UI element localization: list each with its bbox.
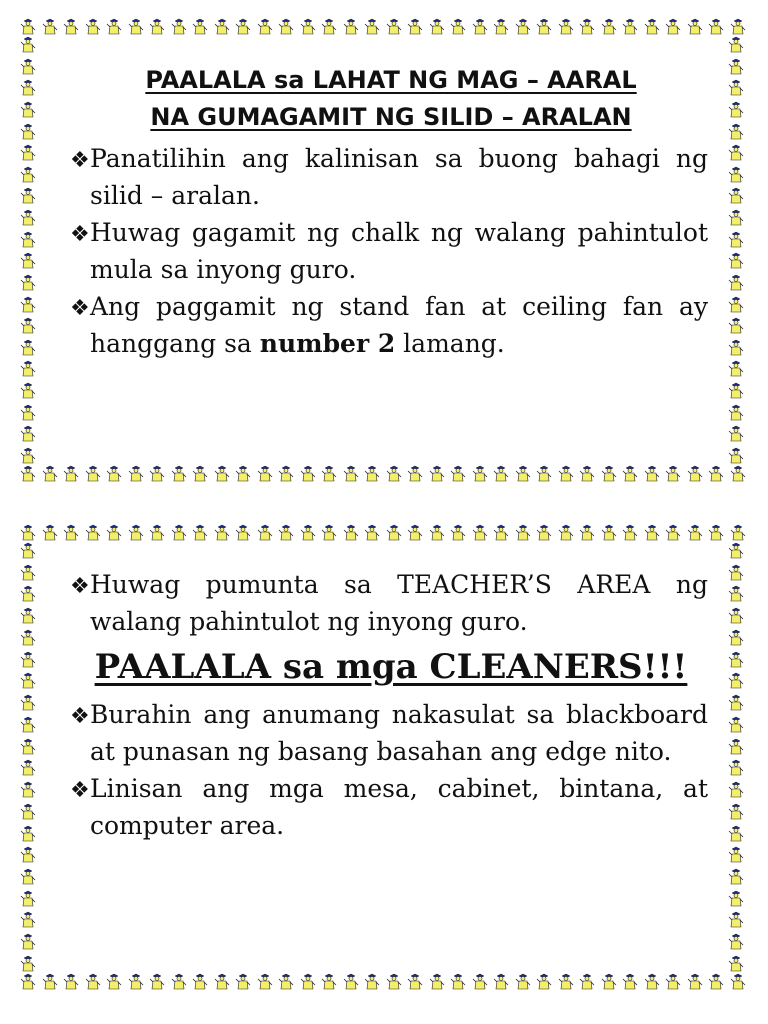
- graduate-figure-icon: [20, 781, 36, 799]
- graduate-figure-icon: [63, 973, 79, 991]
- notice-bottom-rule-list: [70, 566, 708, 640]
- rule-item: [70, 566, 708, 640]
- graduate-figure-icon: [429, 465, 445, 483]
- graduate-figure-icon: [728, 382, 744, 400]
- decorative-border-bottom: [20, 973, 746, 991]
- graduate-figure-icon: [20, 79, 36, 97]
- rule-item: [70, 770, 708, 844]
- cleaners-rule-list: [70, 696, 708, 844]
- graduate-figure-icon: [450, 973, 466, 991]
- graduate-figure-icon: [343, 973, 359, 991]
- notice-top-title-line1: PAALALA sa LAHAT NG MAG – AARAL: [145, 66, 637, 94]
- graduate-figure-icon: [20, 465, 36, 483]
- graduate-figure-icon: [257, 973, 273, 991]
- graduate-figure-icon: [708, 18, 724, 36]
- graduate-figure-icon: [235, 465, 251, 483]
- graduate-figure-icon: [728, 360, 744, 378]
- graduate-figure-icon: [728, 58, 744, 76]
- cleaners-title: PAALALA sa mga CLEANERS!!!: [94, 647, 688, 687]
- graduate-figure-icon: [728, 629, 744, 647]
- graduate-figure-icon: [20, 231, 36, 249]
- graduate-figure-icon: [20, 890, 36, 908]
- graduate-figure-icon: [708, 524, 724, 542]
- graduate-figure-icon: [728, 825, 744, 843]
- graduate-figure-icon: [386, 973, 402, 991]
- graduate-figure-icon: [20, 187, 36, 205]
- diamond-bullet-icon: ❖: [70, 148, 90, 173]
- graduate-figure-icon: [20, 404, 36, 422]
- graduate-figure-icon: [493, 973, 509, 991]
- graduate-figure-icon: [728, 166, 744, 184]
- graduate-figure-icon: [20, 317, 36, 335]
- graduate-figure-icon: [192, 465, 208, 483]
- notice-top-title: [74, 62, 708, 136]
- graduate-figure-icon: [20, 911, 36, 929]
- decorative-border-left: [20, 36, 38, 465]
- graduate-figure-icon: [665, 465, 681, 483]
- graduate-figure-icon: [407, 465, 423, 483]
- graduate-figure-icon: [20, 252, 36, 270]
- graduate-figure-icon: [728, 564, 744, 582]
- decorative-border-right: [728, 542, 746, 973]
- rule-text-emphasis: number 2: [259, 329, 396, 358]
- graduate-figure-icon: [20, 585, 36, 603]
- graduate-figure-icon: [622, 973, 638, 991]
- graduate-figure-icon: [728, 781, 744, 799]
- rule-text: Linisan ang mga mesa, cabinet, bintana, at computer area.: [90, 774, 708, 840]
- graduate-figure-icon: [386, 465, 402, 483]
- rule-text-after: lamang.: [395, 329, 505, 358]
- graduate-figure-icon: [728, 868, 744, 886]
- graduate-figure-icon: [407, 973, 423, 991]
- graduate-figure-icon: [687, 973, 703, 991]
- graduate-figure-icon: [579, 973, 595, 991]
- graduate-figure-icon: [20, 101, 36, 119]
- graduate-figure-icon: [20, 672, 36, 690]
- graduate-figure-icon: [579, 465, 595, 483]
- graduate-figure-icon: [601, 465, 617, 483]
- rule-item: [70, 696, 708, 770]
- decorative-border-left: [20, 542, 38, 973]
- graduate-figure-icon: [536, 973, 552, 991]
- graduate-figure-icon: [192, 973, 208, 991]
- graduate-figure-icon: [20, 933, 36, 951]
- graduate-figure-icon: [429, 973, 445, 991]
- graduate-figure-icon: [730, 18, 746, 36]
- graduate-figure-icon: [728, 296, 744, 314]
- graduate-figure-icon: [601, 973, 617, 991]
- graduate-figure-icon: [20, 542, 36, 560]
- rule-item: [70, 140, 708, 214]
- graduate-figure-icon: [558, 465, 574, 483]
- graduate-figure-icon: [214, 465, 230, 483]
- graduate-figure-icon: [728, 890, 744, 908]
- graduate-figure-icon: [20, 166, 36, 184]
- graduate-figure-icon: [106, 465, 122, 483]
- graduate-figure-icon: [171, 465, 187, 483]
- graduate-figure-icon: [728, 123, 744, 141]
- decorative-border-right: [728, 36, 746, 465]
- graduate-figure-icon: [128, 973, 144, 991]
- graduate-figure-icon: [63, 465, 79, 483]
- graduate-figure-icon: [728, 101, 744, 119]
- graduate-figure-icon: [728, 672, 744, 690]
- graduate-figure-icon: [728, 585, 744, 603]
- graduate-figure-icon: [730, 524, 746, 542]
- graduate-figure-icon: [515, 465, 531, 483]
- graduate-figure-icon: [728, 694, 744, 712]
- graduate-figure-icon: [728, 542, 744, 560]
- graduate-figure-icon: [20, 447, 36, 465]
- graduate-figure-icon: [493, 465, 509, 483]
- graduate-figure-icon: [728, 231, 744, 249]
- diamond-bullet-icon: ❖: [70, 296, 90, 321]
- decorative-border-bottom: [20, 465, 746, 483]
- graduate-figure-icon: [687, 465, 703, 483]
- graduate-figure-icon: [20, 973, 36, 991]
- graduate-figure-icon: [278, 973, 294, 991]
- graduate-figure-icon: [149, 973, 165, 991]
- diamond-bullet-icon: ❖: [70, 704, 90, 729]
- graduate-figure-icon: [708, 465, 724, 483]
- rule-text: Panatilihin ang kalinisan sa buong bahagi ng silid – aralan.: [90, 144, 708, 210]
- rule-text-before: Ang paggamit ng stand fan at ceiling fan ay hanggang sa: [90, 292, 708, 358]
- graduate-figure-icon: [321, 973, 337, 991]
- graduate-figure-icon: [665, 973, 681, 991]
- graduate-figure-icon: [728, 425, 744, 443]
- graduate-figure-icon: [20, 360, 36, 378]
- graduate-figure-icon: [728, 933, 744, 951]
- graduate-figure-icon: [644, 973, 660, 991]
- graduate-figure-icon: [728, 274, 744, 292]
- graduate-figure-icon: [644, 465, 660, 483]
- graduate-figure-icon: [364, 465, 380, 483]
- graduate-figure-icon: [300, 465, 316, 483]
- graduate-figure-icon: [20, 274, 36, 292]
- graduate-figure-icon: [622, 465, 638, 483]
- graduate-figure-icon: [300, 973, 316, 991]
- graduate-figure-icon: [730, 973, 746, 991]
- graduate-figure-icon: [728, 187, 744, 205]
- graduate-figure-icon: [728, 317, 744, 335]
- graduate-figure-icon: [20, 868, 36, 886]
- graduate-figure-icon: [728, 404, 744, 422]
- graduate-figure-icon: [536, 465, 552, 483]
- graduate-figure-icon: [20, 123, 36, 141]
- rule-item: [70, 214, 708, 288]
- graduate-figure-icon: [728, 36, 744, 54]
- graduate-figure-icon: [171, 973, 187, 991]
- graduate-figure-icon: [20, 339, 36, 357]
- graduate-figure-icon: [20, 846, 36, 864]
- graduate-figure-icon: [257, 465, 273, 483]
- graduate-figure-icon: [85, 973, 101, 991]
- graduate-figure-icon: [343, 465, 359, 483]
- diamond-bullet-icon: ❖: [70, 574, 90, 599]
- graduate-figure-icon: [728, 651, 744, 669]
- graduate-figure-icon: [149, 465, 165, 483]
- graduate-figure-icon: [472, 465, 488, 483]
- graduate-figure-icon: [728, 447, 744, 465]
- graduate-figure-icon: [728, 911, 744, 929]
- graduate-figure-icon: [278, 465, 294, 483]
- graduate-figure-icon: [20, 803, 36, 821]
- graduate-figure-icon: [321, 465, 337, 483]
- graduate-figure-icon: [472, 973, 488, 991]
- graduate-figure-icon: [214, 973, 230, 991]
- graduate-figure-icon: [728, 339, 744, 357]
- graduate-figure-icon: [728, 759, 744, 777]
- graduate-figure-icon: [20, 759, 36, 777]
- notice-bottom-content: [70, 524, 708, 844]
- notice-top-title-line2: NA GUMAGAMIT NG SILID – ARALAN: [150, 103, 632, 131]
- graduate-figure-icon: [20, 738, 36, 756]
- rule-item: [70, 288, 708, 362]
- graduate-figure-icon: [20, 425, 36, 443]
- graduate-figure-icon: [42, 465, 58, 483]
- graduate-figure-icon: [20, 144, 36, 162]
- graduate-figure-icon: [20, 607, 36, 625]
- graduate-figure-icon: [728, 738, 744, 756]
- graduate-figure-icon: [20, 382, 36, 400]
- graduate-figure-icon: [728, 846, 744, 864]
- graduate-figure-icon: [20, 651, 36, 669]
- graduate-figure-icon: [128, 465, 144, 483]
- graduate-figure-icon: [235, 973, 251, 991]
- graduate-figure-icon: [728, 955, 744, 973]
- graduate-figure-icon: [20, 629, 36, 647]
- graduate-figure-icon: [20, 296, 36, 314]
- graduate-figure-icon: [42, 973, 58, 991]
- graduate-figure-icon: [708, 973, 724, 991]
- rule-text: Huwag gagamit ng chalk ng walang pahintulot mula sa inyong guro.: [90, 218, 708, 284]
- graduate-figure-icon: [42, 18, 58, 36]
- graduate-figure-icon: [728, 79, 744, 97]
- rule-text: Huwag pumunta sa TEACHER’S AREA ng walang pahintulot ng inyong guro.: [90, 570, 708, 636]
- graduate-figure-icon: [20, 825, 36, 843]
- notice-card-bottom: [20, 524, 746, 991]
- graduate-figure-icon: [20, 209, 36, 227]
- graduate-figure-icon: [364, 973, 380, 991]
- graduate-figure-icon: [728, 803, 744, 821]
- graduate-figure-icon: [20, 58, 36, 76]
- notice-card-top: [20, 18, 746, 483]
- diamond-bullet-icon: ❖: [70, 222, 90, 247]
- graduate-figure-icon: [728, 716, 744, 734]
- graduate-figure-icon: [728, 144, 744, 162]
- graduate-figure-icon: [106, 973, 122, 991]
- graduate-figure-icon: [20, 694, 36, 712]
- graduate-figure-icon: [20, 564, 36, 582]
- graduate-figure-icon: [728, 209, 744, 227]
- graduate-figure-icon: [558, 973, 574, 991]
- graduate-figure-icon: [515, 973, 531, 991]
- notice-top-rule-list: [70, 140, 708, 362]
- rule-text: Burahin ang anumang nakasulat sa blackboard at punasan ng basang basahan ang edge nito.: [90, 700, 708, 766]
- graduate-figure-icon: [85, 465, 101, 483]
- graduate-figure-icon: [20, 36, 36, 54]
- graduate-figure-icon: [20, 955, 36, 973]
- graduate-figure-icon: [42, 524, 58, 542]
- notice-top-content: [70, 18, 708, 362]
- diamond-bullet-icon: ❖: [70, 778, 90, 803]
- graduate-figure-icon: [20, 716, 36, 734]
- graduate-figure-icon: [728, 607, 744, 625]
- graduate-figure-icon: [450, 465, 466, 483]
- graduate-figure-icon: [728, 252, 744, 270]
- graduate-figure-icon: [20, 524, 36, 542]
- graduate-figure-icon: [730, 465, 746, 483]
- graduate-figure-icon: [20, 18, 36, 36]
